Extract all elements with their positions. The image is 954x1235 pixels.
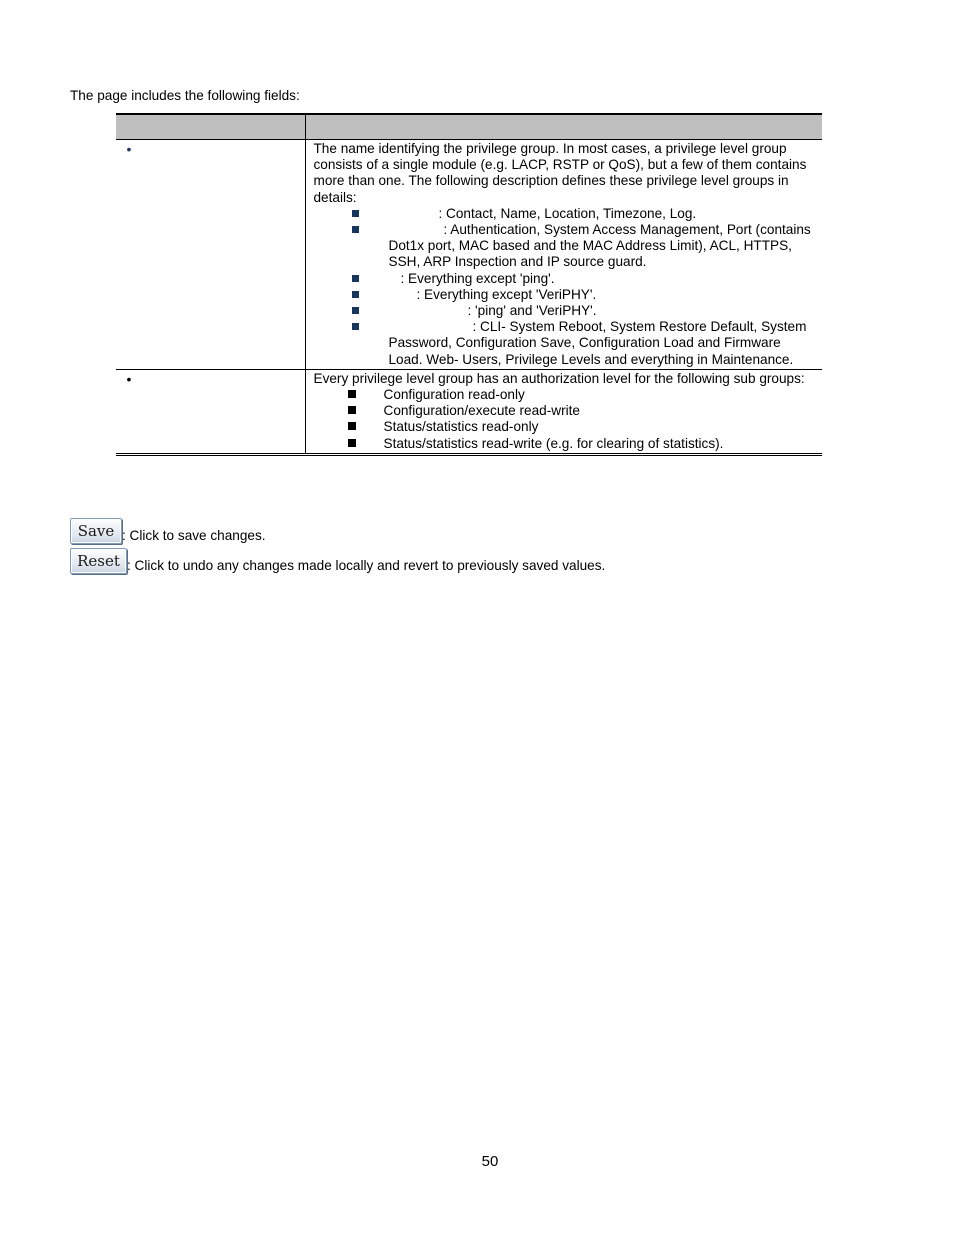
list-item <box>314 403 815 419</box>
parameter-cell <box>116 369 305 454</box>
table-header-row <box>116 114 822 140</box>
fields-table <box>116 113 822 456</box>
list-item <box>314 319 815 368</box>
list-item <box>314 436 815 452</box>
save-button[interactable]: Save <box>70 518 122 544</box>
header-cell-description <box>305 114 822 140</box>
list-item-text: : 'ping' and 'VeriPHY'. <box>467 303 597 319</box>
group-list <box>314 206 815 368</box>
list-item-text: : CLI- System Reboot, System Restore Default, System Password, Configuration Save, Configuration Load and Firmware Load. Web- Users, Privilege Levels and everything in Maintenance. <box>388 319 807 367</box>
list-item <box>314 303 815 319</box>
reset-button-row <box>70 548 605 574</box>
list-item-text: Status/statistics read-only <box>383 419 539 435</box>
table-row <box>116 369 822 454</box>
description-cell <box>305 140 822 370</box>
square-bullet-icon <box>352 275 359 282</box>
list-item-text: : Authentication, System Access Management, Port (contains Dot1x port, MAC based and the MAC Address Limit), ACL, HTTPS, SSH, ARP Inspection and IP source guard. <box>388 222 811 270</box>
bullet-icon: • <box>126 370 132 387</box>
reset-button-description: : Click to undo any changes made locally and revert to previously saved values. <box>127 557 606 573</box>
square-bullet-icon <box>352 323 359 330</box>
list-item <box>314 271 815 287</box>
square-bullet-icon <box>352 307 359 314</box>
save-button-row <box>70 518 266 544</box>
square-bullet-icon <box>352 291 359 298</box>
bullet-icon: • <box>126 141 132 157</box>
square-bullet-icon <box>348 422 356 430</box>
list-item <box>314 387 815 403</box>
save-button-description: : Click to save changes. <box>122 527 266 543</box>
square-bullet-icon <box>352 226 359 233</box>
list-item-text: Configuration read-only <box>383 387 525 403</box>
list-item <box>314 419 815 435</box>
intro-text: The page includes the following fields: <box>70 88 300 103</box>
header-cell-parameter <box>116 114 305 140</box>
subgroup-list <box>314 387 815 452</box>
square-bullet-icon <box>348 406 356 414</box>
square-bullet-icon <box>348 390 356 398</box>
page-number: 50 <box>481 1153 499 1170</box>
list-item-text: : Contact, Name, Location, Timezone, Log. <box>438 205 697 221</box>
list-item <box>314 287 815 303</box>
list-item-text: Configuration/execute read-write <box>383 403 580 419</box>
table-row <box>116 140 822 370</box>
reset-button[interactable]: Reset <box>70 548 127 574</box>
description-paragraph: Every privilege level group has an authorization level for the following sub groups: <box>313 370 805 386</box>
description-paragraph: The name identifying the privilege group. In most cases, a privilege level group consists of a single module (e.g. LACP, RSTP or QoS), but a few of them contains more than one. The following description defines these privilege level groups in details: <box>313 141 807 205</box>
description-cell <box>305 369 822 454</box>
list-item-text: Status/statistics read-write (e.g. for clearing of statistics). <box>383 435 724 451</box>
square-bullet-icon <box>352 210 359 217</box>
list-item <box>314 222 815 271</box>
list-item-text: : Everything except 'VeriPHY'. <box>416 286 597 302</box>
parameter-cell <box>116 140 305 370</box>
list-item-text: : Everything except 'ping'. <box>400 270 555 286</box>
square-bullet-icon <box>348 439 356 447</box>
list-item <box>314 206 815 222</box>
